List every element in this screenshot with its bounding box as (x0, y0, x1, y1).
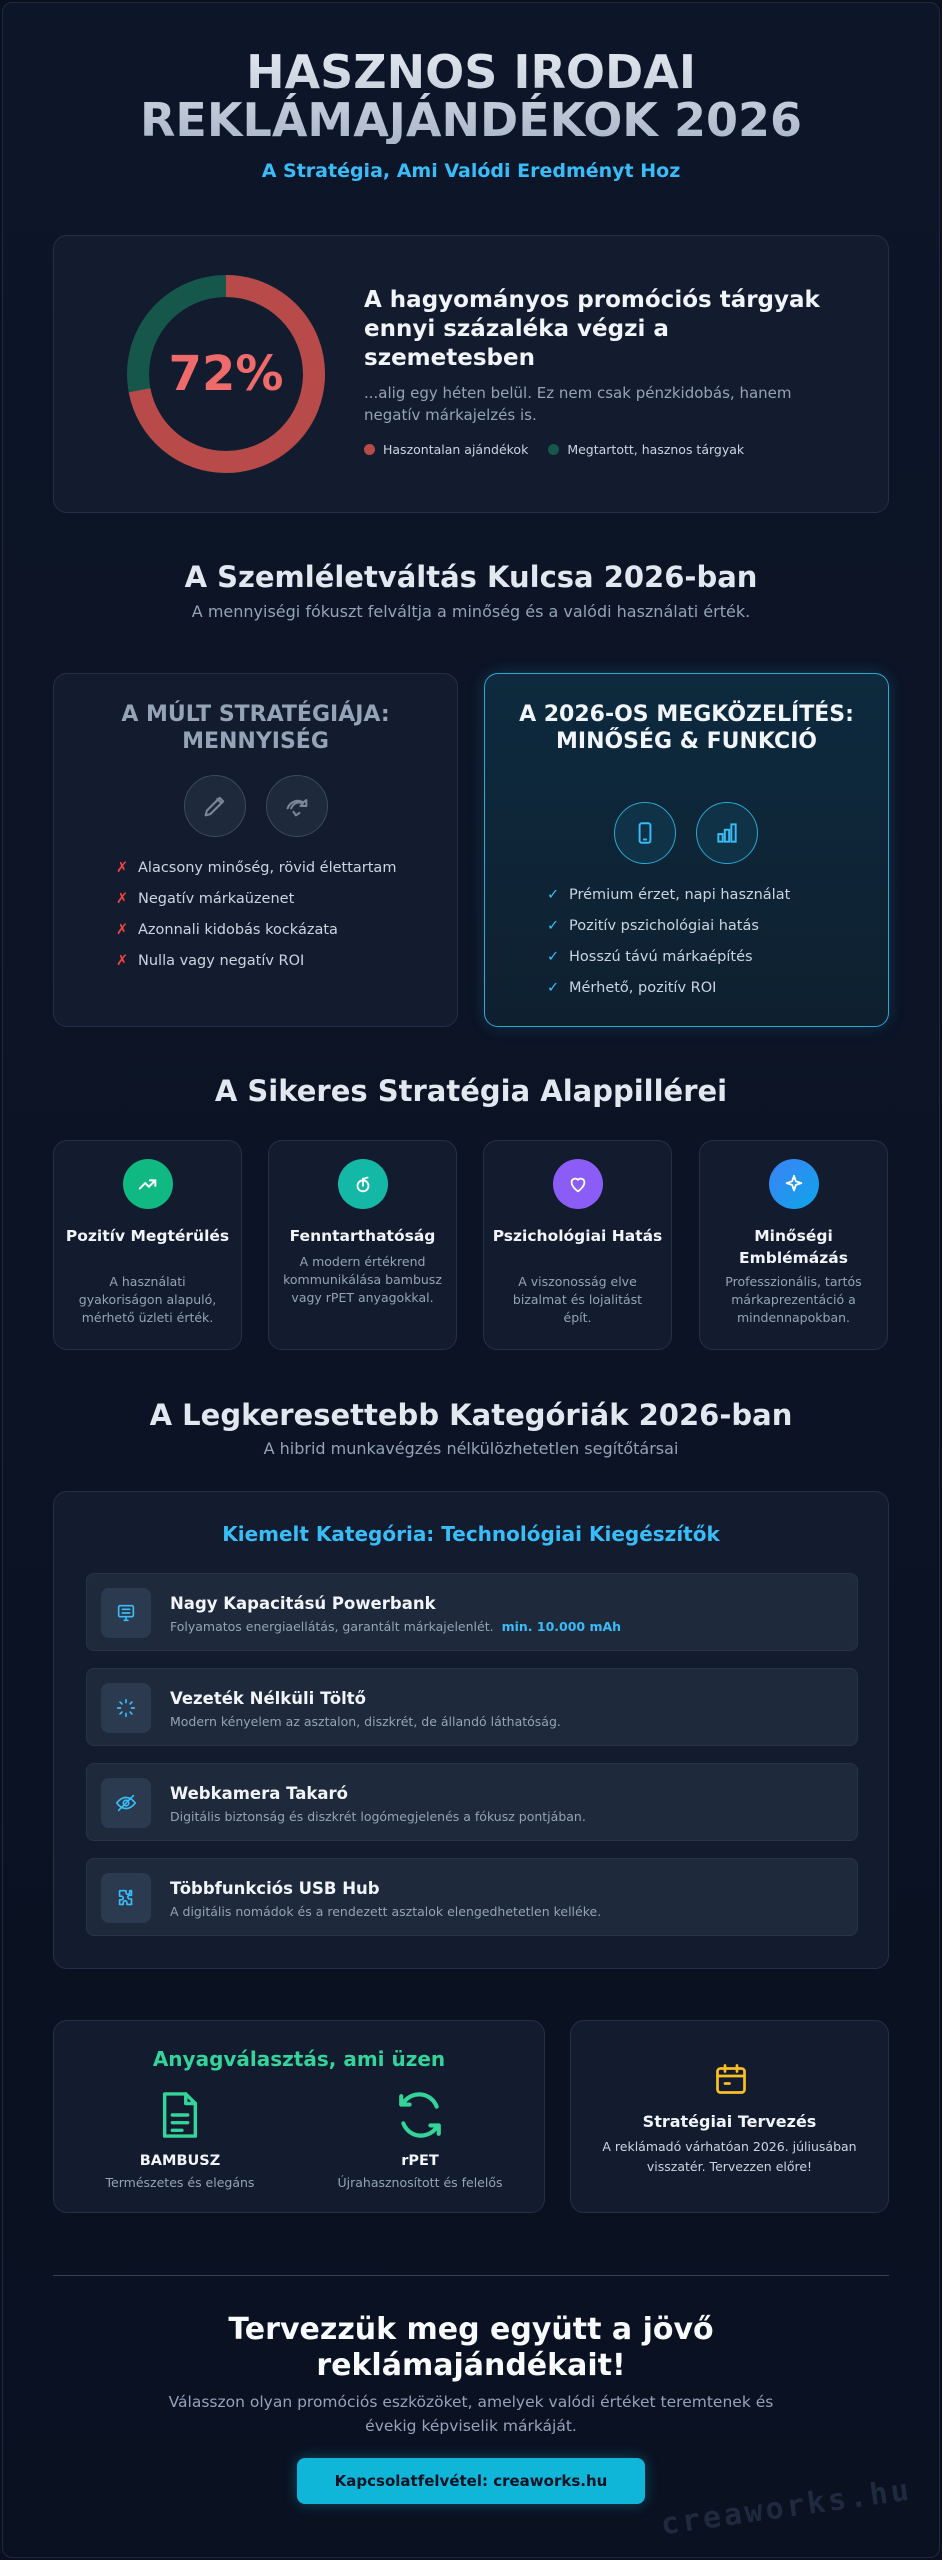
page-subtitle: A Stratégia, Ami Valódi Eredményt Hoz (261, 160, 681, 182)
pillar-card-branding (699, 1140, 888, 1350)
pillar-title: Fenntarthatóság (289, 1227, 436, 1245)
category-title: Nagy Kapacitású Powerbank (170, 1594, 436, 1613)
pillar-desc: A viszonosság elve bizalmat és lojalitást épít. (512, 1274, 643, 1325)
planning-desc: A reklámadó várhatóan 2026. júliusában visszatér. Tervezzen előre! (602, 2139, 857, 2174)
stat-card (53, 235, 889, 513)
material-item-rpet (300, 2089, 540, 2190)
featured-category-card (53, 1491, 889, 1969)
page-title (0, 45, 942, 147)
featured-category-title: Kiemelt Kategória: Technológiai Kiegészítők (222, 1522, 720, 1546)
list-item (547, 941, 868, 972)
material-desc: Természetes és elegáns (105, 2175, 255, 2190)
past-strategy-card (53, 673, 458, 1027)
materials-card (53, 2020, 545, 2213)
list-item-text: Hosszú távú márkaépítés (569, 948, 753, 965)
list-item-text: Alacsony minőség, rövid élettartam (138, 859, 397, 876)
past-strategy-list (116, 852, 437, 976)
category-item-webcam-cover (86, 1763, 858, 1841)
category-title: Többfunkciós USB Hub (170, 1879, 380, 1898)
page-title-line-1: HASZNOS IRODAI (246, 45, 696, 99)
pillar-desc: A használati gyakoriságon alapuló, mérhető üzleti érték. (78, 1274, 217, 1325)
check-icon: ✓ (547, 979, 560, 996)
list-item-text: Negatív márkaüzenet (138, 890, 295, 907)
category-item-usb-hub (86, 1858, 858, 1936)
list-item (547, 910, 868, 941)
material-item-bamboo (60, 2089, 300, 2190)
future-strategy-title: A 2026-OS MEGKÖZELÍTÉS: MINŐSÉG & FUNKCIÓ (519, 702, 854, 754)
pillars-title: A Sikeres Stratégia Alappillérei (214, 1074, 728, 1108)
material-name: rPET (401, 2153, 439, 2169)
cta-title-line-2: reklámajándékait! (316, 2348, 626, 2383)
planning-card (570, 2020, 889, 2213)
x-mark-icon: ✗ (116, 952, 129, 969)
x-mark-icon: ✗ (116, 859, 129, 876)
category-title: Vezeték Nélküli Töltő (170, 1689, 367, 1708)
document-icon (157, 2089, 203, 2141)
material-name: BAMBUSZ (139, 2153, 221, 2169)
list-item (116, 914, 437, 945)
pencil-icon (184, 775, 246, 837)
category-desc: A digitális nomádok és a rendezett asztalok elengedhetetlen kelléke. (170, 1904, 602, 1919)
list-item (116, 852, 437, 883)
section-divider (53, 2275, 889, 2276)
list-item-text: Prémium érzet, napi használat (569, 886, 791, 903)
pillar-title: Pszichológiai Hatás (492, 1227, 663, 1245)
sparkle-icon (769, 1159, 819, 1209)
past-strategy-title: A MÚLT STRATÉGIÁJA: MENNYISÉG (121, 702, 390, 754)
legend-dot-icon (364, 444, 375, 455)
wireless-charger-icon (101, 1683, 151, 1733)
material-desc: Újrahasznosított és felelős (337, 2175, 503, 2190)
future-strategy-list (547, 879, 868, 1003)
planning-title: Stratégiai Tervezés (642, 2112, 817, 2131)
list-item-text: Nulla vagy negatív ROI (138, 952, 305, 969)
check-icon: ✓ (547, 917, 560, 934)
legend-label: Megtartott, hasznos tárgyak (567, 442, 745, 457)
x-mark-icon: ✗ (116, 921, 129, 938)
pillar-desc: Professzionális, tartós márkaprezentáció a mindennapokban. (725, 1274, 862, 1325)
legend-item-waste (364, 442, 528, 457)
watermark: creaworks.hu (658, 2472, 914, 2543)
contact-button[interactable]: Kapcsolatfelvétel: creaworks.hu (297, 2458, 645, 2504)
check-icon: ✓ (547, 948, 560, 965)
leaf-icon (338, 1159, 388, 1209)
list-item-text: Azonnali kidobás kockázata (138, 921, 338, 938)
legend-item-kept (548, 442, 744, 457)
phone-icon (614, 802, 676, 864)
future-strategy-card (484, 673, 889, 1027)
category-item-wireless-charger (86, 1668, 858, 1746)
recycle-icon (395, 2089, 445, 2141)
x-mark-icon: ✗ (116, 890, 129, 907)
capacity-highlight: min. 10.000 mAh (501, 1619, 622, 1634)
battery-icon (101, 1588, 151, 1638)
donut-percent-label: 72% (168, 346, 284, 402)
stat-text: ...alig egy héten belül. Ez nem csak pénzkidobás, hanem negatív márkajelzés is. (364, 384, 792, 424)
pillar-desc: A modern értékrend kommunikálása bambusz vagy rPET anyagokkal. (283, 1254, 442, 1305)
stat-headline: A hagyományos promóciós tárgyak ennyi százaléka végzi a szemetesben (364, 287, 820, 371)
heart-icon (553, 1159, 603, 1209)
trend-up-icon (123, 1159, 173, 1209)
eye-slash-icon (101, 1778, 151, 1828)
list-item (116, 883, 437, 914)
list-item (547, 879, 868, 910)
list-item-text: Pozitív pszichológiai hatás (569, 917, 759, 934)
list-item (547, 972, 868, 1003)
puzzle-icon (101, 1873, 151, 1923)
legend-dot-icon (548, 444, 559, 455)
category-title: Webkamera Takaró (170, 1784, 348, 1803)
list-item (116, 945, 437, 976)
page-title-line-2: REKLÁMAJÁNDÉKOK 2026 (140, 93, 802, 147)
pillar-card-sustainability (268, 1140, 457, 1350)
pillar-title: Pozitív Megtérülés (65, 1227, 230, 1245)
calendar-icon (713, 2061, 749, 2097)
cta-text: Válasszon olyan promóciós eszközöket, amelyek valódi értéket teremtenek és évekig képviselik márkáját. (168, 2393, 774, 2435)
categories-title: A Legkeresettebb Kategóriák 2026-ban (149, 1398, 793, 1432)
category-desc: Modern kényelem az asztalon, diszkrét, de állandó láthatóság. (170, 1714, 561, 1729)
chart-icon (696, 802, 758, 864)
pillar-card-roi (53, 1140, 242, 1350)
pillar-title: Minőségi Emblémázás (739, 1227, 848, 1267)
legend-label: Haszontalan ajándékok (383, 442, 529, 457)
categories-subtitle: A hibrid munkavégzés nélkülözhetetlen segítőtársai (263, 1439, 679, 1458)
shift-subtitle: A mennyiségi fókuszt felváltja a minőség és a valódi használati érték. (191, 602, 751, 621)
shift-title: A Szemléletváltás Kulcsa 2026-ban (184, 560, 758, 594)
list-item-text: Mérhető, pozitív ROI (569, 979, 717, 996)
materials-title: Anyagválasztás, ami üzen (152, 2047, 446, 2071)
cta-title-line-1: Tervezzük meg együtt a jövő (228, 2312, 714, 2347)
pillar-card-psychology (483, 1140, 672, 1350)
check-icon: ✓ (547, 886, 560, 903)
category-desc-text: Folyamatos energiaellátás, garantált márkajelenlét. (170, 1619, 494, 1634)
cta-title (0, 2312, 942, 2384)
category-desc (170, 1619, 621, 1634)
category-desc: Digitális biztonság és diszkrét logómegjelenés a fókusz pontjában. (170, 1809, 586, 1824)
tag-icon (266, 775, 328, 837)
category-item-powerbank (86, 1573, 858, 1651)
donut-legend (364, 442, 744, 457)
